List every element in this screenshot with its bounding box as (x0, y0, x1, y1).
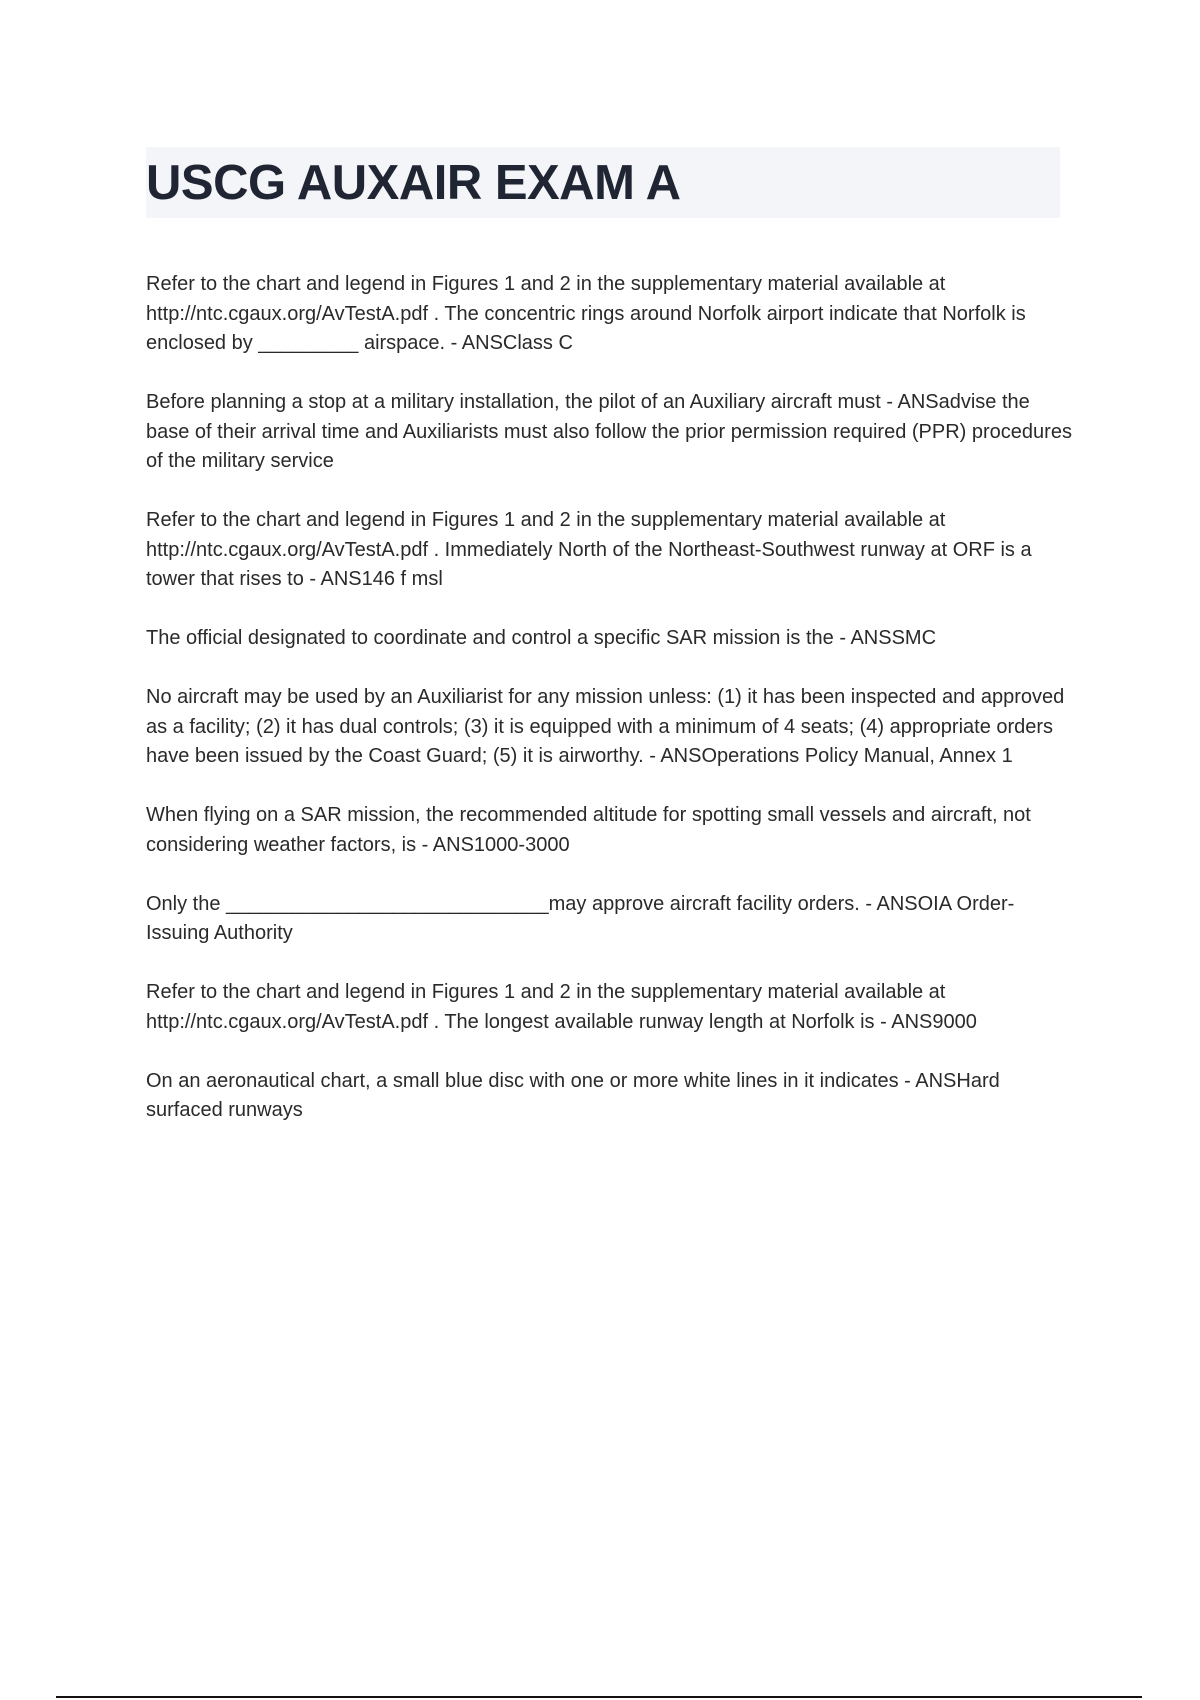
qa-item: When flying on a SAR mission, the recommended altitude for spotting small vessels and aircraft, not considering weather factors, is - ANS1000-3000 (146, 804, 1031, 856)
qa-item: On an aeronautical chart, a small blue disc with one or more white lines in it indicates - ANSHard surfaced runways (146, 1069, 1000, 1121)
qa-item: Before planning a stop at a military installation, the pilot of an Auxiliary aircraft must - ANSadvise the base of their arrival time and Auxiliarists must also follow the prior permission required (PPR) procedures of the military service (146, 391, 1072, 472)
qa-item: Refer to the chart and legend in Figures 1 and 2 in the supplementary material available at http://ntc.cgaux.org/AvTestA.pdf . Immediately North of the Northeast-Southwest runway at ORF is a tower that rises to - ANS146 f msl (146, 509, 1032, 590)
qa-item: No aircraft may be used by an Auxiliarist for any mission unless: (1) it has been inspected and approved as a facility; (2) it has dual controls; (3) it is equipped with a minimum of 4 seats; (4) appropriate orders have been issued by the Coast Guard; (5) it is airworthy. - ANSOperations Policy Manual, Annex 1 (146, 686, 1065, 767)
qa-item: Refer to the chart and legend in Figures 1 and 2 in the supplementary material available at http://ntc.cgaux.org/AvTestA.pdf . The concentric rings around Norfolk airport indicate that Norfolk is enclosed by _________ airspace. - ANSClass C (146, 273, 1026, 354)
document-title: USCG AUXAIR EXAM A (146, 156, 681, 210)
qa-item: The official designated to coordinate and control a specific SAR mission is the - ANSSMC (146, 627, 937, 649)
qa-item: Only the _____________________________may approve aircraft facility orders. - ANSOIA Order-Issuing Authority (146, 892, 1015, 944)
footer-divider (56, 1696, 1142, 1698)
qa-item: Refer to the chart and legend in Figures 1 and 2 in the supplementary material available at http://ntc.cgaux.org/AvTestA.pdf . The longest available runway length at Norfolk is - ANS9000 (146, 981, 977, 1033)
qa-list (146, 270, 1076, 1155)
